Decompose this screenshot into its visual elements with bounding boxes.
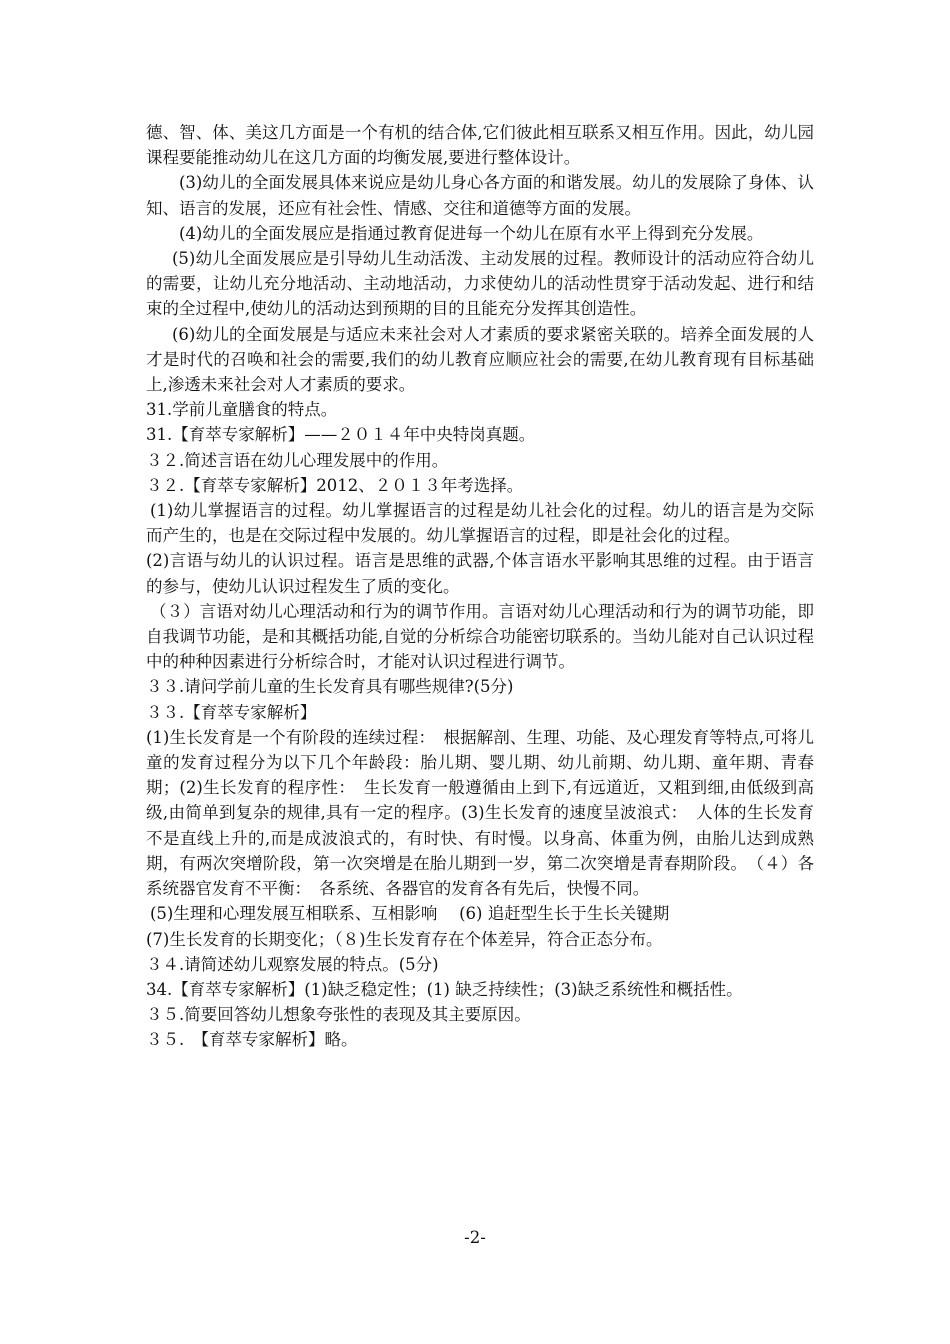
answer-heading: ３２.【育萃专家解析】2012、２０１３年考选择。	[146, 475, 524, 495]
answer-heading: ３５. 【育萃专家解析】略。	[146, 1030, 358, 1050]
answer-heading: ３３.【育萃专家解析】	[146, 702, 317, 722]
paragraph: 德、智、体、美这几方面是一个有机的结合体,它们彼此相互联系又相互作用。因此，幼儿园课程要能推动幼儿在这几方面的均衡发展,要进行整体设计。	[146, 123, 814, 168]
question-heading: 31.学前儿童膳食的特点。	[146, 400, 338, 420]
paragraph: (5)幼儿全面发展应是引导幼儿生动活泼、主动发展的过程。教师设计的活动应符合幼儿的需要，让幼儿充分地活动、主动地活动，力求使幼儿的活动性贯穿于活动发起、进行和结束的全过程中,使幼儿的活动达到预期的目的且能充分发挥其创造性。	[146, 249, 814, 319]
paragraph: (2)言语与幼儿的认识过程。语言是思维的武器,个体言语水平影响其思维的过程。由于语言的参与，使幼儿认识过程发生了质的变化。	[146, 551, 814, 596]
question-heading: ３３.请问学前儿童的生长发育具有哪些规律?(5分)	[146, 677, 514, 697]
question-heading: ３４.请简述幼儿观察发展的特点。(5分)	[146, 954, 439, 974]
paragraph: (1)生长发育是一个有阶段的连续过程： 根据解剖、生理、功能、及心理发育等特点,可将儿童的发育过程分为以下几个年龄段：胎儿期、婴儿期、幼儿前期、幼儿期、童年期、青春期；(2)生长发育的程序性： 生长发育一般遵循由上到下,有远道近，又粗到细,由低级到高级,由简单到复杂的规律,具有一定的程序。(3)生长发育的速度呈波浪式： 人体的生长发育不是直线上升的,而是成波浪式的，有时快、有时慢。以身高、体重为例，由胎儿达到成熟期，有两次突增阶段，第一次突增是在胎儿期到一岁，第二次突增是青春期阶段。 （４）各系统器官发育不平衡： 各系统、各器官的发育各有先后，快慢不同。	[146, 727, 814, 899]
paragraph: (5)生理和心理发展互相联系、互相影响 (6) 追赶型生长于生长关键期	[150, 904, 670, 924]
paragraph: (3)幼儿的全面发展具体来说应是幼儿身心各方面的和谐发展。幼儿的发展除了身体、认知、语言的发展，还应有社会性、情感、交往和道德等方面的发展。	[146, 173, 814, 218]
page-number: -2-	[464, 1228, 486, 1247]
paragraph: (4)幼儿的全面发展应是指通过教育促进每一个幼儿在原有水平上得到充分发展。	[179, 223, 764, 243]
paragraph: (6)幼儿的全面发展是与适应未来社会对人才素质的要求紧密关联的。培养全面发展的人才是时代的召唤和社会的需要,我们的幼儿教育应顺应社会的需要,在幼儿教育现有目标基础上,渗透未来社会对人才素质的要求。	[146, 324, 814, 395]
paragraph: (7)生长发育的长期变化；（８)生长发育存在个体差异，符合正态分布。	[146, 929, 663, 949]
question-heading: ３５.简要回答幼儿想象夸张性的表现及其主要原因。	[146, 1005, 531, 1025]
paragraph: （３）言语对幼儿心理活动和行为的调节作用。言语对幼儿心理活动和行为的调节功能，即自我调节功能，是和其概括功能,自觉的分析综合功能密切联系的。当幼儿能对自己认识过程中的种种因素进行分析综合时，才能对认识过程进行调节。	[146, 601, 814, 672]
answer-heading: 31.【育萃专家解析】——２０１４年中央特岗真题。	[146, 425, 536, 445]
document-body	[146, 120, 814, 1053]
answer-paragraph: 34.【育萃专家解析】(1)缺乏稳定性；(1) 缺乏持续性；(3)缺乏系统性和概括性。	[146, 979, 743, 999]
question-heading: ３２.简述言语在幼儿心理发展中的作用。	[146, 450, 449, 470]
paragraph: (1)幼儿掌握语言的过程。幼儿掌握语言的过程是幼儿社会化的过程。幼儿的语言是为交际而产生的，也是在交际过程中发展的。幼儿掌握语言的过程，即是社会化的过程。	[146, 501, 814, 546]
